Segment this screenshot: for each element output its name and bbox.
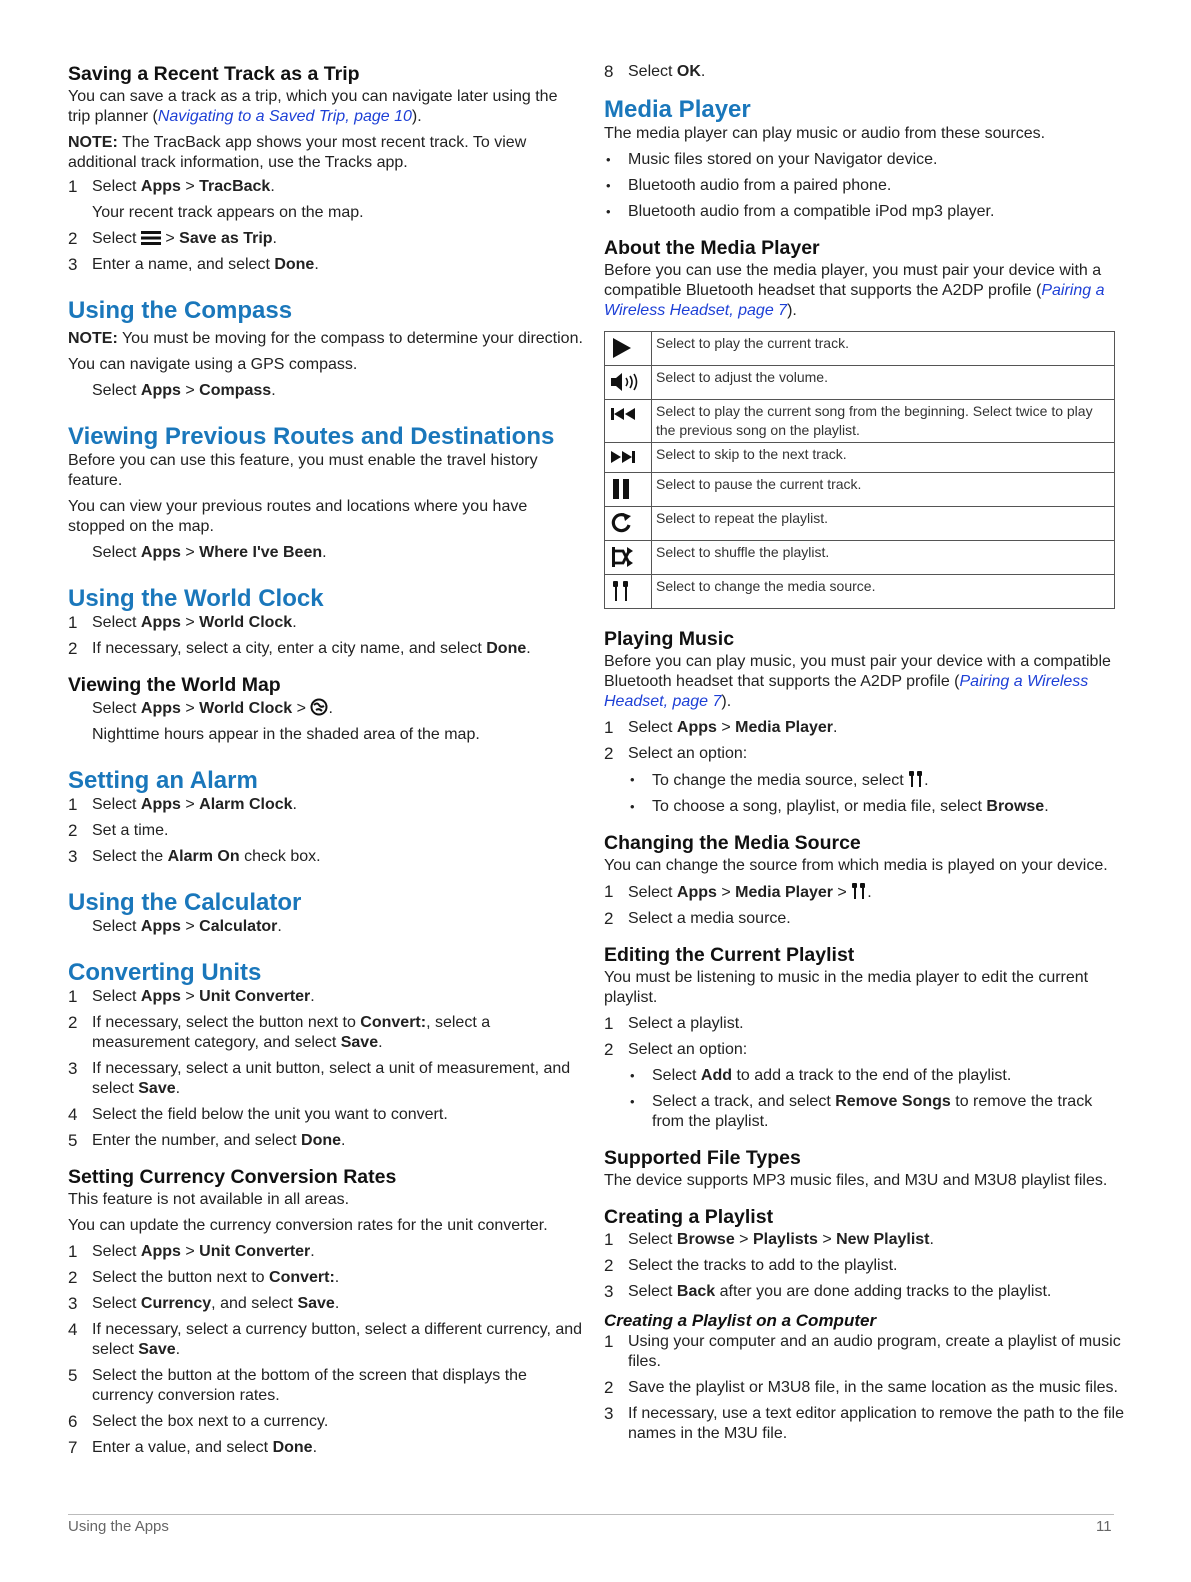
step: 1 Select Apps > TracBack. [68,177,275,196]
paragraph: Nighttime hours appear in the shaded area of the map. [92,726,480,743]
heading-calculator: Using the Calculator [68,889,302,916]
table-row [605,443,1115,473]
table-cell: Select to pause the current track. [652,473,1115,507]
step: 4 If necessary, select a currency button, select a different currency, and select Save. [68,1320,583,1358]
paragraph: Before you can use the media player, you must pair your device with a compatible Bluetooth headset that supports the A2DP profile (Pairing a Wireless Headset, page 7). [604,262,1105,319]
step: 2 Select an option: [604,1040,748,1059]
step: 5 Select the button at the bottom of the screen that displays the currency conversion rates. [68,1366,527,1404]
paragraph: You can change the source from which media is played on your device. [604,857,1108,874]
media-source-icon [851,882,867,900]
step: 3 If necessary, use a text editor application to remove the path to the file names in the M3U file. [604,1404,1124,1442]
heading-currency-rates: Setting Currency Conversion Rates [68,1166,397,1188]
heading-converting-units: Converting Units [68,959,262,986]
footer-section-title: Using the Apps [68,1518,169,1535]
table-cell: Select to change the media source. [652,575,1115,609]
step: 3 Select the Alarm On check box. [68,847,321,866]
menu-icon [141,230,161,246]
list-item: • To change the media source, select . [604,770,1124,791]
list-item: • To choose a song, playlist, or media file, select Browse. [604,797,1124,817]
repeat-icon [609,511,635,535]
play-icon [609,336,635,360]
right-column [604,62,1124,1444]
step: 3 If necessary, select a unit button, select a unit of measurement, and select Save. [68,1059,571,1097]
table-cell: Select to adjust the volume. [652,366,1115,400]
step: 2 Save the playlist or M3U8 file, in the same location as the music files. [604,1378,1118,1397]
pause-icon [609,477,635,501]
media-controls-table [604,331,1115,609]
note: NOTE: The TracBack app shows your most recent track. To view additional track information, use the Tracks app. [68,134,527,171]
note: NOTE: You must be moving for the compass to determine your direction. [68,330,583,347]
step: 4 Select the field below the unit you want to convert. [68,1105,448,1124]
table-row [605,400,1115,443]
step: 3 Select Back after you are done adding tracks to the playlist. [604,1282,1052,1301]
shuffle-icon [609,545,635,569]
heading-about-media-player: About the Media Player [604,237,820,259]
step: 1 Select a playlist. [604,1014,744,1033]
step: 2 Select the tracks to add to the playlist. [604,1256,898,1275]
heading-alarm: Setting an Alarm [68,767,258,794]
heading-playlist-computer: Creating a Playlist on a Computer [604,1311,877,1330]
table-cell: Select to play the current song from the beginning. Select twice to play the previous song on the playlist. [652,400,1115,443]
media-source-icon [609,579,635,603]
paragraph: You can view your previous routes and locations where you have stopped on the map. [68,498,528,535]
next-track-icon [609,447,639,467]
step: 3 Select Currency, and select Save. [68,1294,340,1313]
volume-icon [609,370,641,394]
link-saved-trip[interactable]: Navigating to a Saved Trip, page 10 [157,108,412,125]
heading-file-types: Supported File Types [604,1147,801,1169]
page-number: 11 [1096,1518,1112,1535]
paragraph: The media player can play music or audio from these sources. [604,125,1046,142]
table-cell: Select to play the current track. [652,332,1115,366]
step-result: Your recent track appears on the map. [92,204,364,221]
media-source-icon [908,770,924,788]
table-row [605,366,1115,400]
heading-world-map: Viewing the World Map [68,674,281,696]
step: 5 Enter the number, and select Done. [68,1131,346,1150]
step: 3 Enter a name, and select Done. [68,255,319,274]
link-pairing-headset[interactable]: Pairing a Wireless Headset, page 7 [604,673,1089,710]
instruction: Select Apps > World Clock > . [92,700,333,717]
step: 2 Select a media source. [604,909,791,928]
step: 1 Select Apps > Unit Converter. [68,1242,315,1261]
list-item: • Bluetooth audio from a compatible iPod mp3 player. [604,202,1124,222]
step: 1 Select Apps > World Clock. [68,613,297,632]
step: 1 Select Browse > Playlists > New Playlist. [604,1230,934,1249]
step: 1 Select Apps > Media Player. [604,718,838,737]
table-row [605,332,1115,366]
heading-creating-playlist: Creating a Playlist [604,1206,774,1228]
step: 6 Select the box next to a currency. [68,1412,329,1431]
heading-changing-source: Changing the Media Source [604,832,861,854]
table-row [605,541,1115,575]
instruction: Select Apps > Where I've Been. [92,544,327,561]
table-cell: Select to shuffle the playlist. [652,541,1115,575]
table-row [605,575,1115,609]
list-item: • Bluetooth audio from a paired phone. [604,176,1124,196]
left-column [68,62,583,1458]
link-pairing-headset[interactable]: Pairing a Wireless Headset, page 7 [604,282,1105,319]
heading-previous-routes: Viewing Previous Routes and Destinations [68,423,555,450]
table-row [605,507,1115,541]
step: 7 Enter a value, and select Done. [68,1438,318,1457]
paragraph: You can update the currency conversion rates for the unit converter. [68,1217,548,1234]
step: 2 If necessary, select the button next to Convert:, select a measurement category, and select Save. [68,1013,491,1051]
paragraph: You must be listening to music in the media player to edit the current playlist. [604,969,1089,1006]
heading-saving-track: Saving a Recent Track as a Trip [68,63,360,85]
heading-media-player: Media Player [604,96,751,123]
list-item: • Music files stored on your Navigator device. [604,150,1124,170]
list-item: • Select Add to add a track to the end of the playlist. [604,1066,1124,1086]
heading-editing-playlist: Editing the Current Playlist [604,944,855,966]
paragraph: You can navigate using a GPS compass. [68,356,358,373]
heading-compass: Using the Compass [68,297,293,324]
step: 2 If necessary, select a city, enter a city name, and select Done. [68,639,531,658]
heading-playing-music: Playing Music [604,628,735,650]
step: 1 Select Apps > Unit Converter. [68,987,315,1006]
instruction: Select Apps > Compass. [92,382,276,399]
paragraph: You can save a track as a trip, which you can navigate later using the trip planner (Navigating to a Saved Trip, page 10). [68,88,558,125]
table-row [605,473,1115,507]
previous-track-icon [609,404,639,424]
step: 2 Set a time. [68,821,169,840]
instruction: Select Apps > Calculator. [92,918,282,935]
step: 1 Select Apps > Media Player > . [604,882,872,901]
heading-world-clock: Using the World Clock [68,585,324,612]
list-item: • Select a track, and select Remove Songs to remove the track from the playlist. [604,1092,1124,1132]
step: 1 Using your computer and an audio program, create a playlist of music files. [604,1332,1121,1370]
footer-divider [68,1514,1114,1515]
step: 2 Select the button next to Convert:. [68,1268,340,1287]
step: 1 Select Apps > Alarm Clock. [68,795,297,814]
globe-icon [310,698,328,716]
table-cell: Select to repeat the playlist. [652,507,1115,541]
step: 2 Select an option: [604,744,748,763]
step: 8 Select OK. [604,62,706,81]
paragraph: This feature is not available in all areas. [68,1191,350,1208]
step: 2 Select > Save as Trip. [68,229,277,248]
paragraph: The device supports MP3 music files, and M3U and M3U8 playlist files. [604,1172,1108,1189]
table-cell: Select to skip to the next track. [652,443,1115,473]
paragraph: Before you can use this feature, you must enable the travel history feature. [68,452,538,489]
paragraph: Before you can play music, you must pair your device with a compatible Bluetooth headset that supports the A2DP profile (Pairing a Wireless Headset, page 7). [604,653,1111,710]
